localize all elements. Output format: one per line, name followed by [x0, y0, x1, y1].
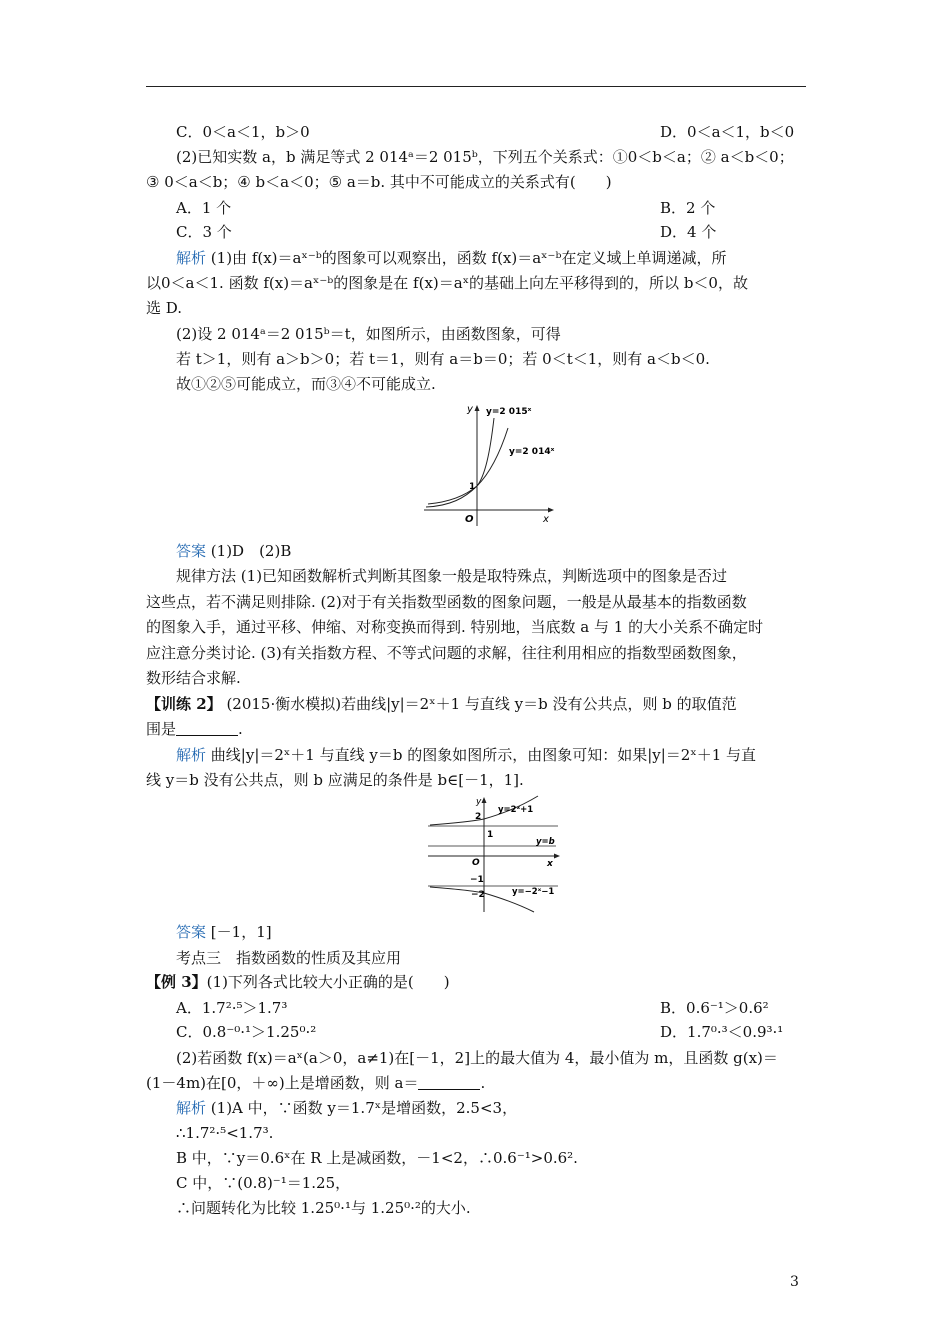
answer-label: 答案	[176, 923, 207, 941]
method-line3: 的图象入手，通过平移、伸缩、对称变换而得到. 特别地，当底数 a 与 1 的大小关系不确定时	[146, 618, 764, 636]
solution3-line4: C 中，∵(0.8)⁻¹＝1.25，	[176, 1174, 351, 1192]
solution2-row1	[176, 745, 756, 765]
answer-blank	[418, 1075, 480, 1090]
header-rule	[146, 86, 806, 87]
solution-label: 解析	[176, 746, 207, 764]
example3-option-d: D．1.7⁰·³＜0.9³·¹	[660, 1023, 784, 1041]
solution1-line5: 若 t＞1，则有 a＞b＞0；若 t＝1，则有 a＝b＝0；若 0＜t＜1，则有 a＜b＜0.	[176, 350, 710, 368]
solution1-row1	[176, 248, 726, 268]
option-c-prev: C．0＜a＜1，b＞0	[176, 123, 310, 141]
example3-q2-row2	[146, 1073, 485, 1093]
solution1-line3: 选 D.	[146, 299, 183, 317]
answer1-text: (1)D (2)B	[210, 542, 292, 560]
example3-row1	[146, 972, 450, 992]
example3-option-b: B．0.6⁻¹＞0.6²	[660, 999, 769, 1017]
method-line1: (1)已知函数解析式判断其图象一般是取特殊点，判断选项中的图象是否过	[240, 567, 728, 585]
q2-option-b: B．2 个	[660, 199, 716, 217]
answer1-row	[176, 541, 291, 561]
answer-label: 答案	[176, 542, 207, 560]
tick-neg1: −1	[470, 875, 484, 885]
solution3-line3: B 中，∵y＝0.6ˣ在 R 上是减函数，－1<2，∴0.6⁻¹>0.6².	[176, 1149, 578, 1167]
solution-label: 解析	[176, 1099, 207, 1117]
origin-label: O	[465, 514, 474, 525]
label-line-b: y=b	[536, 837, 555, 847]
tick-1: 1	[469, 482, 476, 492]
solution1-line6: 故①②⑤可能成立，而③④不可能成立.	[176, 375, 436, 393]
method-line2: 这些点，若不满足则排除. (2)对于有关指数型函数的图象问题，一般是从最基本的指数函数	[146, 593, 747, 611]
y-label: y	[476, 797, 482, 807]
page-number: 3	[790, 1274, 799, 1290]
train2-line1: (2015·衡水模拟)若曲线|y|＝2ˣ＋1 与直线 y＝b 没有公共点，则 b 的取值范	[226, 695, 737, 713]
exponential-graph-figure	[420, 398, 560, 530]
method-line4: 应注意分类讨论. (3)有关指数方程、不等式问题的求解，往往利用相应的指数型函数图象，	[146, 644, 747, 662]
y-label: y	[467, 404, 473, 415]
train2-line2-prefix: 围是	[146, 720, 177, 738]
method-label: 规律方法	[176, 567, 237, 585]
y-axis-arrow	[482, 797, 487, 803]
train2-line2-suffix: .	[238, 720, 243, 738]
y-axis-arrow	[475, 405, 480, 411]
solution3-line2: ∴1.7²·⁵<1.7³.	[176, 1124, 274, 1142]
label-2014: y=2 014ˣ	[509, 447, 555, 457]
label-bottom-curve: y=−2ˣ−1	[512, 887, 555, 897]
curve-2015	[426, 418, 494, 507]
label-top-curve: y=2ˣ+1	[498, 805, 534, 815]
tick-2: 2	[475, 812, 482, 822]
curve-2014	[428, 428, 508, 504]
x-label: x	[547, 859, 553, 869]
solution1-line4: (2)设 2 014ᵃ＝2 015ᵇ＝t，如图所示，由函数图象，可得	[176, 325, 561, 343]
option-d-prev: D．0＜a＜1，b＜0	[660, 123, 795, 141]
x-axis-arrow	[554, 854, 560, 859]
solution3-line1: (1)A 中，∵函数 y＝1.7ˣ是增函数，2.5<3，	[210, 1099, 518, 1117]
tick-1: 1	[487, 830, 494, 840]
example3-q1: (1)下列各式比较大小正确的是( )	[206, 973, 450, 991]
example3-q2-line2-prefix: (1－4m)在[0，＋∞)上是增函数，则 a＝	[146, 1074, 419, 1092]
solution1-line2: 以0＜a＜1. 函数 f(x)＝aˣ⁻ᵇ的图象是在 f(x)＝aˣ的基础上向左平移得到的，所以 b＜0，故	[146, 274, 748, 292]
x-axis-arrow	[548, 508, 554, 513]
solution3-row1	[176, 1098, 517, 1118]
solution-label: 解析	[176, 249, 207, 267]
q2-option-d: D．4 个	[660, 223, 717, 241]
answer-blank	[176, 721, 238, 736]
answer2-text: [－1，1]	[210, 923, 272, 941]
q2-option-c: C．3 个	[176, 223, 232, 241]
train2-row1	[146, 694, 737, 714]
label-2015: y=2 015ˣ	[486, 407, 532, 417]
train2-row2	[146, 719, 243, 739]
method-row1	[176, 566, 727, 586]
solution3-line5: ∴问题转化为比较 1.25⁰·¹与 1.25⁰·²的大小.	[176, 1199, 471, 1217]
abs-exponential-graph-figure	[426, 794, 562, 914]
train2-label: 【训练 2】	[146, 695, 222, 713]
tick-neg2: −2	[471, 890, 485, 900]
solution1-line1: (1)由 f(x)＝aˣ⁻ᵇ的图象可以观察出，函数 f(x)＝aˣ⁻ᵇ在定义域上单调递减，所	[210, 249, 727, 267]
answer2-row	[176, 922, 272, 942]
solution2-line1: 曲线|y|＝2ˣ＋1 与直线 y＝b 的图象如图所示，由图象可知：如果|y|＝2ˣ＋1 与直	[210, 746, 757, 764]
example3-q2-line2-suffix: .	[480, 1074, 486, 1092]
example3-label: 【例 3】	[146, 973, 207, 991]
x-label: x	[543, 514, 549, 525]
method-line5: 数形结合求解.	[146, 669, 241, 687]
example3-option-c: C．0.8⁻⁰·¹＞1.25⁰·²	[176, 1023, 317, 1041]
section3-title: 考点三 指数函数的性质及其应用	[176, 949, 402, 967]
solution2-line2: 线 y＝b 没有公共点，则 b 应满足的条件是 b∈[－1，1].	[146, 771, 524, 789]
q2-option-a: A．1 个	[176, 199, 232, 217]
example3-q2-line1: (2)若函数 f(x)＝aˣ(a＞0，a≠1)在[－1，2]上的最大值为 4，最小值为 m，且函数 g(x)＝	[176, 1049, 778, 1067]
origin-label: O	[472, 858, 480, 868]
example3-option-a: A．1.7²·⁵＞1.7³	[176, 999, 288, 1017]
q2-stem: (2)已知实数 a，b 满足等式 2 014ᵃ＝2 015ᵇ，下列五个关系式：①0＜b＜a；② a＜b＜0；	[176, 148, 794, 166]
q2-stem-cont: ③ 0＜a＜b；④ b＜a＜0；⑤ a＝b. 其中不可能成立的关系式有( )	[146, 173, 612, 191]
